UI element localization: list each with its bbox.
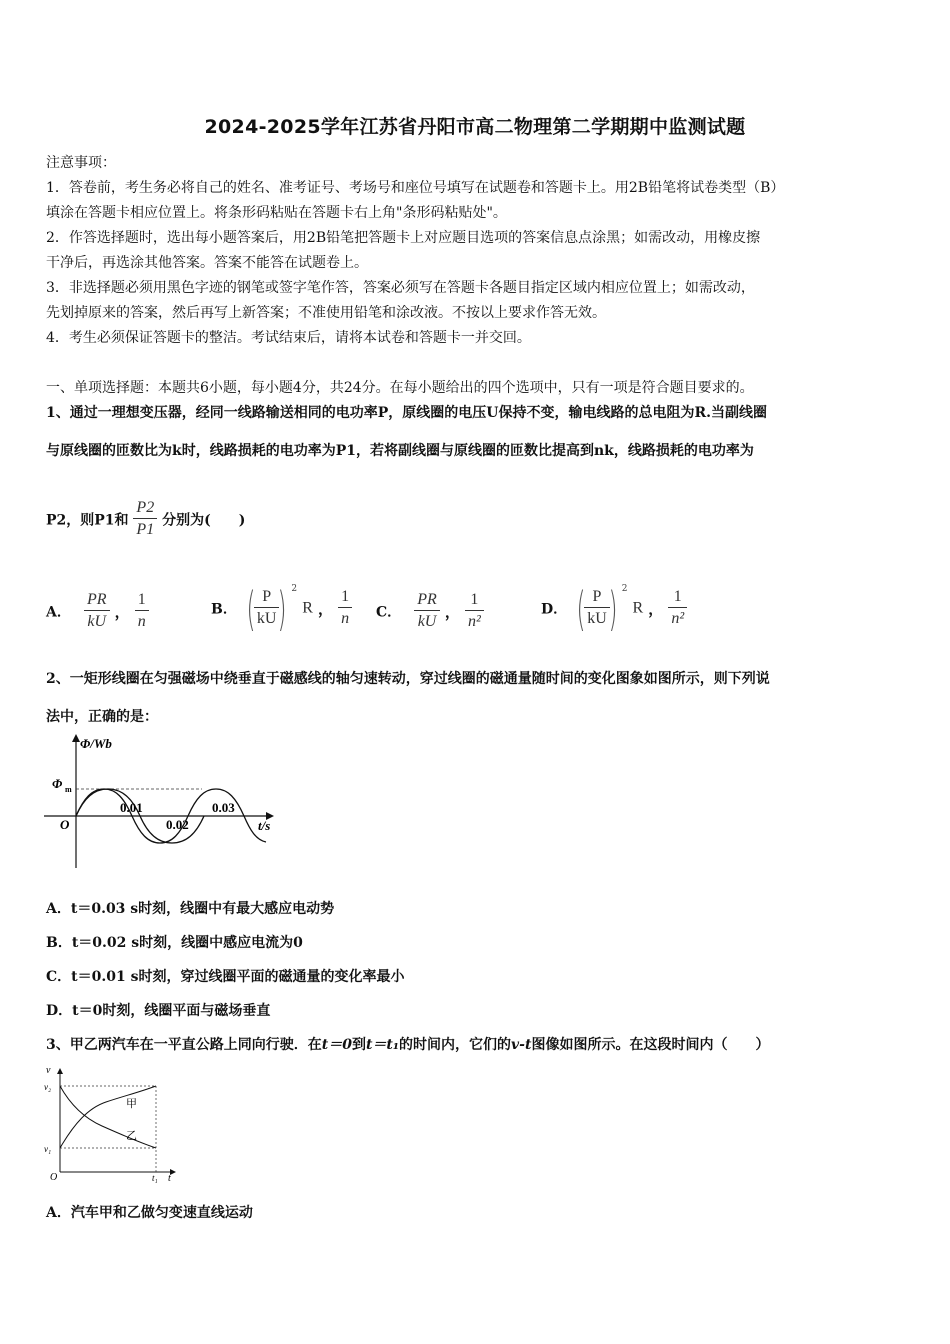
q1-line-3-a: P2，则P1和 [46,512,129,529]
q3-line-1-b: t＝0 [321,1037,352,1053]
q2-x-label: t/s [258,818,271,833]
q3-t-label: t [168,1173,171,1184]
q1-line-2: 与原线圈的匝数比为k时，线路损耗的电功率为P1，若将副线圈与原线圈的匝数比提高到nk，线路损耗的电功率为 [46,443,754,459]
q1-option-d-rparen: ) [608,581,618,636]
q1-option-d-sep: ， [648,600,664,618]
q1-option-c-sep: ， [444,603,460,621]
q1-option-a-den2: n [137,613,146,630]
q1-option-b-den1: kU [256,610,277,627]
q1-option-b-lparen: ( [246,581,256,636]
q1-option-d-den1: kU [587,610,607,627]
q3-line-1 [46,1034,769,1054]
q1-option-c-frac2 [465,590,484,633]
notice-line-4: 干净后，再选涂其他答案。答案不能答在试题卷上。 [46,255,368,271]
q1-option-a-sep: ， [114,603,130,621]
notice-heading: 注意事项： [46,155,116,171]
q1-option-c-den1: kU [417,613,437,630]
q1-line-1: 1、通过一理想变压器，经同一线路输送相同的电功率P，原线圈的电压U保持不变，输电线路的总电阻为R.当副线圈 [46,405,767,421]
q3-option-a[interactable]: A．汽车甲和乙做匀变速直线运动 [46,1205,253,1221]
q1-option-d-num2: 1 [668,587,687,608]
q2-t2-label: 0.02 [166,817,189,832]
q3-jia-label: 甲 [126,1098,137,1110]
q3-line-1-a: 3、甲乙两汽车在一平直公路上同向行驶．在 [46,1037,322,1053]
q1-line-3-b: 分别为( ) [162,512,246,529]
q1-option-a-label: A． [46,604,71,621]
q1-option-b-den2: n [341,610,350,627]
q3-curve-jia [60,1086,156,1148]
q1-option-c[interactable] [376,590,484,633]
q3-line-1-d: t＝t₁ [365,1037,400,1053]
notice-line-7: 4．考生必须保证答题卡的整洁。考试结束后，请将本试卷和答题卡一并交回。 [46,330,531,346]
q1-option-b-exp: 2 [291,584,298,594]
q3-yi-label: 乙 [126,1130,137,1142]
q1-option-b-r: R [302,599,313,617]
q3-line-1-e: 的时间内，它们的 [399,1037,512,1053]
q1-option-d-r: R [632,599,644,617]
notice-line-5: 3．非选择题必须用黑色字迹的钢笔或签字笔作答，答案必须写在答题卡各题目指定区域内相应位置上；如需改动， [46,280,755,296]
q1-option-d-num1: P [584,587,610,608]
q1-option-d-label: D． [541,601,568,618]
q1-option-d[interactable] [541,581,687,636]
q2-t1-label: 0.01 [120,800,143,815]
q1-ratio-numerator: P2 [133,498,157,519]
q1-option-b-rparen: ) [277,581,287,636]
q1-option-d-frac2 [668,587,687,630]
q1-option-b-frac2 [338,587,352,630]
q1-option-a-den1: kU [87,613,107,630]
q1-option-c-frac1 [414,590,440,633]
q1-option-d-exp: 2 [621,584,628,594]
q1-option-b-sep: ， [318,600,334,618]
q3-t1-label: t₁ [152,1173,158,1183]
q1-option-b-frac1 [254,587,280,630]
q2-option-c[interactable]: C．t＝0.01 s时刻，穿过线圈平面的磁通量的变化率最小 [46,969,405,985]
q2-phi-label: Φ [52,776,63,791]
q3-x-axis-arrow [170,1169,176,1175]
q3-v-label: v [46,1065,51,1076]
page-title: 2024-2025学年江苏省丹阳市高二物理第二学期期中监测试题 [204,116,746,138]
q3-v1-label: v₁ [44,1144,52,1154]
q1-option-c-den2: n² [468,613,481,630]
q1-option-d-den2: n² [671,610,685,627]
q1-option-a-frac2 [135,590,149,633]
q1-option-a-num2: 1 [135,590,149,611]
q2-flux-curve [76,789,266,843]
q1-option-c-label: C． [376,604,402,621]
q2-option-d[interactable]: D．t＝0时刻，线圈平面与磁场垂直 [46,1003,271,1019]
q2-option-a[interactable]: A．t＝0.03 s时刻，线圈中有最大感应电动势 [46,901,335,917]
notice-line-3: 2．作答选择题时，选出每小题答案后，用2B铅笔把答题卡上对应题目选项的答案信息点涂黑；如需改动，用橡皮擦 [46,230,761,246]
q3-y-axis-arrow [57,1068,63,1074]
q1-line-3 [46,498,245,541]
q3-line-1-c: 到 [351,1037,366,1053]
q1-option-a-frac1 [84,590,110,633]
q2-flux-graph-curve [40,728,290,870]
q3-vt-graph [40,1062,190,1184]
q1-ratio-fraction [133,498,157,541]
q3-line-1-f: v-t [511,1037,532,1053]
section-heading: 一、单项选择题：本题共6小题，每小题4分，共24分。在每小题给出的四个选项中，只有一项是符合题目要求的。 [46,380,754,396]
q1-option-a-num1: PR [84,590,110,611]
q1-option-d-lparen: ( [576,581,586,636]
q3-origin: O [50,1172,58,1183]
q2-phi-sub: m [65,785,72,794]
q1-ratio-denominator: P1 [136,521,155,538]
q1-option-a[interactable] [46,590,149,633]
q3-curve-yi [60,1086,156,1148]
q2-line-1: 2、一矩形线圈在匀强磁场中绕垂直于磁感线的轴匀速转动，穿过线圈的磁通量随时间的变化图象如图所示，则下列说 [46,671,770,687]
q1-option-b-num2: 1 [338,587,352,608]
q1-option-b-label: B． [211,601,237,618]
q1-option-c-num1: PR [414,590,440,611]
q2-option-b[interactable]: B．t＝0.02 s时刻，线圈中感应电流为0 [46,935,303,951]
q3-v2-label: v₂ [44,1082,52,1092]
notice-line-2: 填涂在答题卡相应位置上。将条形码粘贴在答题卡右上角"条形码粘贴处"。 [46,205,507,221]
q1-option-c-num2: 1 [465,590,484,611]
notice-line-1: 1．答卷前，考生务必将自己的姓名、准考证号、考场号和座位号填写在试题卷和答题卡上。用2B铅笔将试卷类型（B） [46,180,785,196]
q2-line-2: 法中，正确的是： [46,709,158,725]
q1-option-b-num1: P [254,587,280,608]
q1-option-b[interactable] [211,581,352,636]
q2-t3-label: 0.03 [212,800,235,815]
q2-y-label: Φ/Wb [80,736,112,751]
q2-origin: O [60,817,70,832]
q1-option-d-frac1 [584,587,610,630]
notice-line-6: 先划掉原来的答案，然后再写上新答案；不准使用铅笔和涂改液。不按以上要求作答无效。 [46,305,606,321]
q3-line-1-g: 图像如图所示。在这段时间内（ ） [531,1037,770,1053]
